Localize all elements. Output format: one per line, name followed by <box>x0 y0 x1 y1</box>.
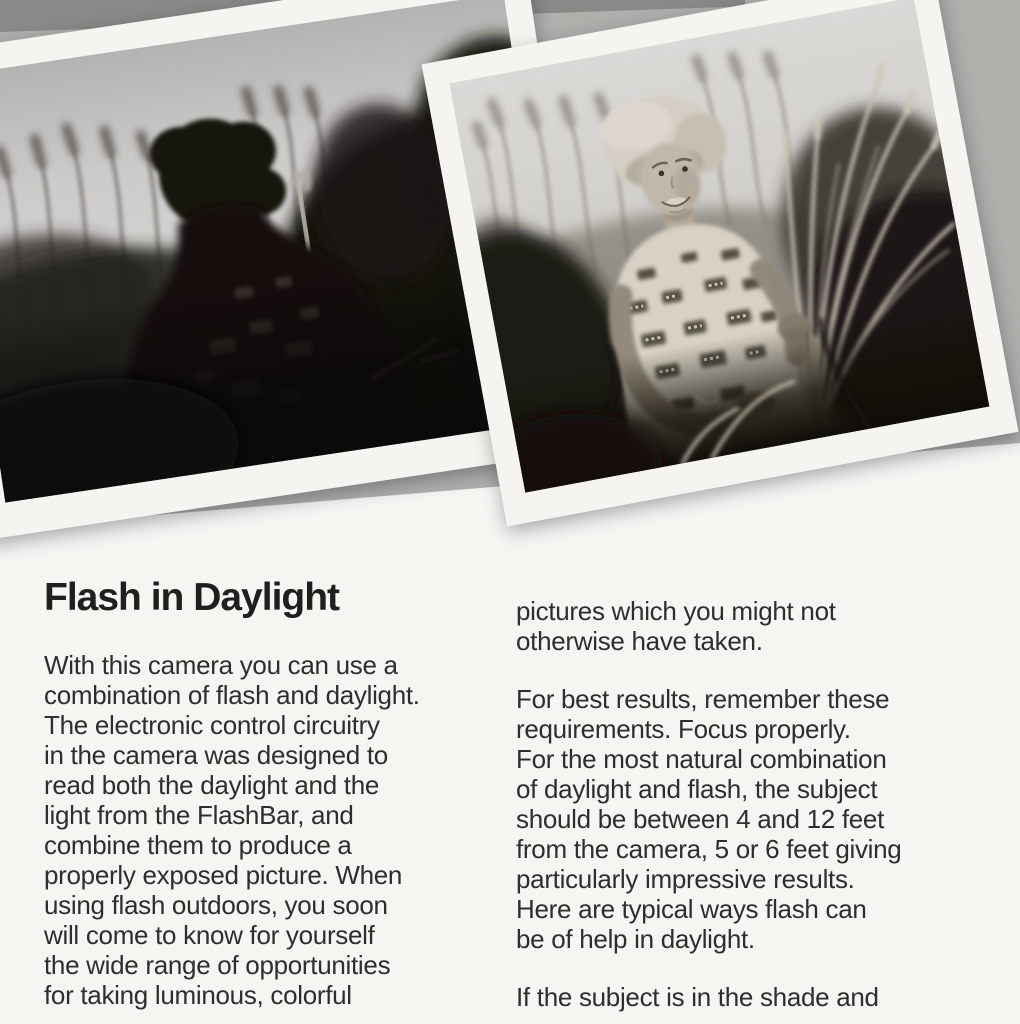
body-column-left <box>44 650 504 1010</box>
paragraph-break <box>516 656 986 684</box>
body-column-right <box>516 596 986 1012</box>
body-text-line: read both the daylight and the <box>44 770 380 800</box>
photo-with-flash <box>422 0 1019 526</box>
body-text-line: should be between 4 and 12 feet <box>516 804 885 834</box>
photo-with-flash-image <box>450 0 990 493</box>
page-title: Flash in Daylight <box>44 576 340 619</box>
body-text-line: using flash outdoors, you soon <box>44 890 388 920</box>
body-text-line: requirements. Focus properly. <box>516 714 851 744</box>
body-text-line: Here are typical ways flash can <box>516 894 867 924</box>
body-text-line: the wide range of opportunities <box>44 950 391 980</box>
body-text-line: If the subject is in the shade and <box>516 982 879 1012</box>
body-text-line: For the most natural combination <box>516 744 887 774</box>
body-text-line: properly exposed picture. When <box>44 860 403 890</box>
body-text-line: for taking luminous, colorful <box>44 980 352 1010</box>
body-text-line: of daylight and flash, the subject <box>516 774 878 804</box>
body-text-line: The electronic control circuitry <box>44 710 380 740</box>
body-text-line: pictures which you might not <box>516 596 836 626</box>
body-text-line: For best results, remember these <box>516 684 890 714</box>
body-text-line: be of help in daylight. <box>516 924 755 954</box>
body-text-line: in the camera was designed to <box>44 740 388 770</box>
body-text-line: otherwise have taken. <box>516 626 763 656</box>
body-text-line: light from the FlashBar, and <box>44 800 354 830</box>
body-text-line: combination of flash and daylight. <box>44 680 420 710</box>
body-text-line: will come to know for yourself <box>44 920 375 950</box>
body-text-line: With this camera you can use a <box>44 650 398 680</box>
body-text-line: from the camera, 5 or 6 feet giving <box>516 834 902 864</box>
body-text-line: combine them to produce a <box>44 830 352 860</box>
paragraph-break <box>516 954 986 982</box>
body-text-line: particularly impressive results. <box>516 864 855 894</box>
flash-exposed-scene-art <box>450 0 990 493</box>
